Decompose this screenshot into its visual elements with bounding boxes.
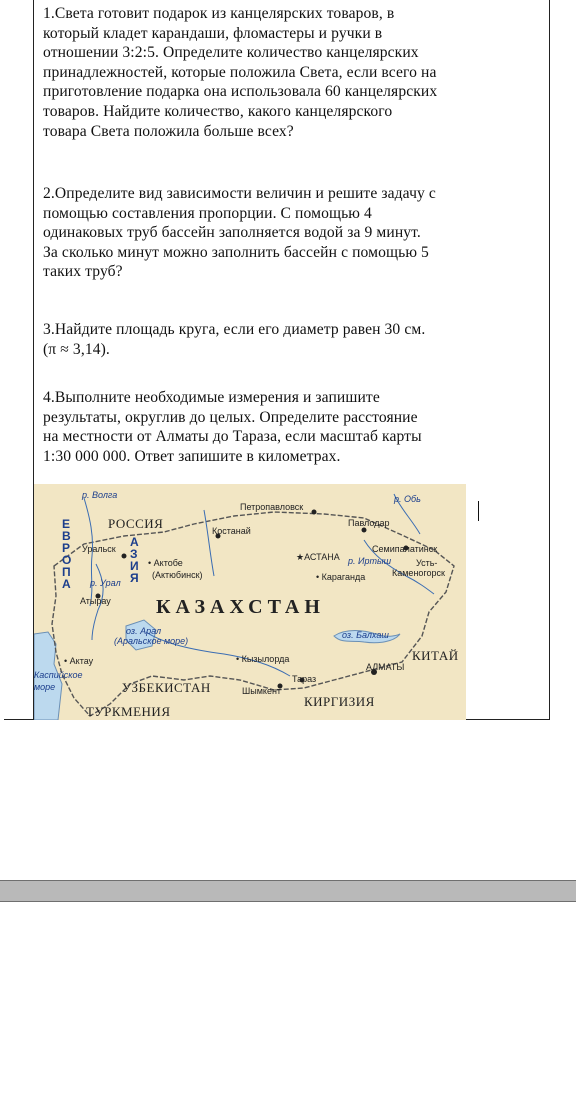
- kazakhstan-label: КАЗАХСТАН: [156, 596, 325, 618]
- uzbekistan-label: УЗБЕКИСТАН: [122, 680, 211, 695]
- astana-label: ★АСТАНА: [296, 552, 340, 562]
- volga-label: р. Волга: [82, 490, 118, 500]
- semipalatinsk-label: Семипалатинск: [372, 544, 438, 554]
- europe-letter: П: [62, 565, 71, 579]
- task-4-line: результаты, округлив до целых. Определите расстояние: [43, 408, 418, 426]
- europe-label: [62, 518, 71, 590]
- gray-separator-band: [0, 880, 576, 902]
- task-4: [43, 388, 543, 466]
- europe-letter: Р: [62, 541, 71, 555]
- aral-sea-label: (Аральское море): [114, 636, 189, 646]
- europe-letter: О: [62, 553, 72, 567]
- karaganda-label: • Караганда: [316, 572, 366, 582]
- shymkent-label: Шымкент: [242, 686, 282, 696]
- kazakhstan-map: [34, 484, 466, 720]
- text-cursor: [478, 501, 479, 521]
- task-1-line: который кладет карандаши, фломастеры и ручки в: [43, 24, 383, 42]
- irtysh-label: р. Иртыш: [348, 556, 392, 566]
- petropavlovsk-label: Петропавловск: [240, 502, 304, 512]
- uralsk-dot: [122, 554, 127, 559]
- task-2-line: одинаковых труб бассейн заполняется водой за 9 минут.: [43, 224, 421, 242]
- kamenogorsk-label: Каменогорск: [392, 568, 445, 578]
- taraz-label: Тараз: [292, 674, 317, 684]
- pavlodar-dot: [362, 528, 367, 533]
- document-right-border: [549, 0, 550, 720]
- asia-letter: И: [130, 559, 139, 573]
- balkhash-label: оз. Балхаш: [342, 630, 389, 640]
- china-label: КИТАЙ: [412, 648, 459, 663]
- europe-letter: В: [62, 529, 71, 543]
- task-3-line: (π ≈ 3,14).: [43, 340, 110, 358]
- uralsk-label: Уральск: [82, 544, 116, 554]
- task-2-line: За сколько минут можно заполнить бассейн с помощью 5: [43, 243, 429, 261]
- turkmenistan-label: ТУРКМЕНИЯ: [86, 704, 171, 719]
- asia-label: [130, 536, 139, 584]
- petropavlovsk-dot: [312, 510, 317, 515]
- task-4-line: 1:30 000 000. Ответ запишите в километрах.: [43, 447, 341, 465]
- kostanay-label: Костанай: [212, 526, 251, 536]
- europe-letter: Е: [62, 517, 71, 531]
- task-2-line: помощью составления пропорции. С помощью 4: [43, 204, 372, 222]
- task-1-line: приготовление подарка она использовала 60 канцелярских: [43, 83, 438, 101]
- almaty-label: АЛМАТЫ: [366, 662, 405, 672]
- caspian-label-1: Каспийское: [34, 670, 83, 680]
- aktobe-alt-label: (Актюбинск): [152, 570, 203, 580]
- task-2-line: таких труб?: [43, 263, 123, 281]
- task-1-line: 1.Света готовит подарок из канцелярских товаров, в: [43, 5, 395, 22]
- caspian-label-2: море: [34, 682, 56, 692]
- aral-lake-label: оз. Арал: [126, 626, 162, 636]
- task-4-line: 4.Выполните необходимые измерения и запишите: [43, 389, 380, 406]
- ust-label: Усть-: [416, 558, 438, 568]
- pavlodar-label: Павлодар: [348, 518, 390, 528]
- task-1-line: отношении 3:2:5. Определите количество канцелярских: [43, 44, 419, 62]
- task-1-line: товаров. Найдите количество, какого канцелярского: [43, 102, 393, 120]
- task-4-line: на местности от Алматы до Тараза, если масштаб карты: [43, 428, 422, 446]
- task-1-line: принадлежностей, которые положила Света, если всего на: [43, 63, 437, 81]
- ob-label: р. Обь: [394, 494, 421, 504]
- kyrgyzstan-label: КИРГИЗИЯ: [304, 694, 375, 709]
- kyzylorda-label: • Кызылорда: [236, 654, 290, 664]
- asia-letter: Я: [130, 571, 139, 585]
- task-2-line: 2.Определите вид зависимости величин и решите задачу с: [43, 185, 436, 202]
- aktobe-label: • Актобе: [148, 558, 183, 568]
- asia-letter: А: [130, 535, 139, 549]
- task-2: [43, 184, 543, 282]
- ural-label: р. Урал: [90, 578, 121, 588]
- aktau-label: • Актау: [64, 656, 94, 666]
- asia-letter: З: [130, 547, 138, 561]
- russia-label: РОССИЯ: [108, 516, 164, 531]
- europe-letter: А: [62, 577, 71, 591]
- task-1: [43, 4, 543, 141]
- task-1-line: товара Света положила больше всех?: [43, 122, 294, 140]
- task-3: [43, 320, 543, 359]
- atyrau-label: Атырау: [80, 596, 111, 606]
- task-3-line: 3.Найдите площадь круга, если его диаметр равен 30 см.: [43, 321, 426, 338]
